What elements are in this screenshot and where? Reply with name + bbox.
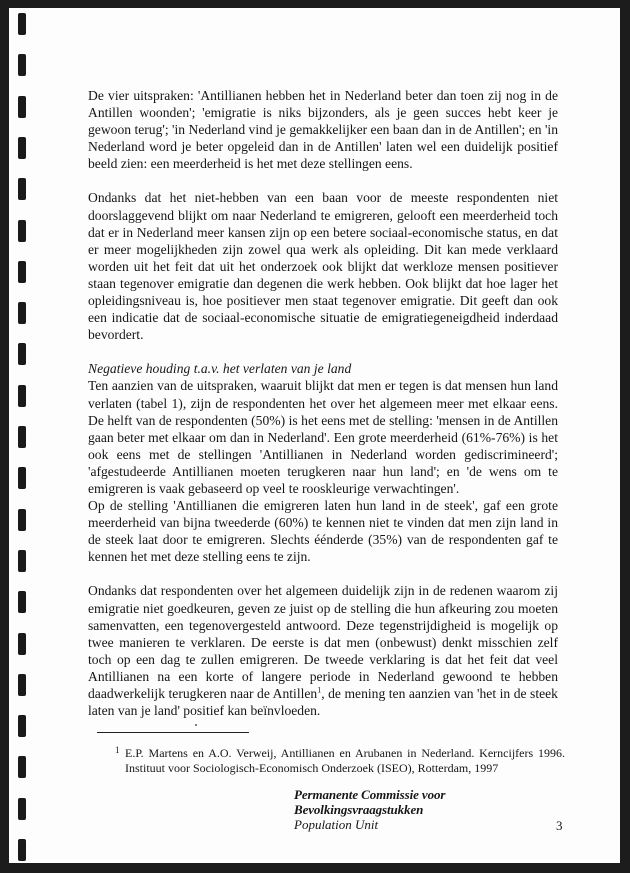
section-heading: Negatieve houding t.a.v. het verlaten van je land <box>88 361 352 377</box>
binding-hole <box>18 633 26 655</box>
binding-hole <box>18 467 26 489</box>
binding-hole <box>18 426 26 448</box>
scan-speck <box>195 724 197 726</box>
paragraph-socio-economic: Ondanks dat het niet-hebben van een baan voor de meeste respondenten niet doorslaggevend blijkt om naar Nederland te emigreren, gelooft een meerderheid toch dat er in Nederland meer kansen zijn op een betere sociaal-economische status, en dat er meer mogelijkheden zijn zowel qua werk als opleiding. Dit kan mede verklaard worden uit het feit dat uit het onderzoek ook blijkt dat werkloze mensen positiever staan tegenover emigratie dan degenen die werk hebben. Ook blijkt dat hoe lager het opleidingsniveau is, hoe positiever men staat tegenover emigratie. Dit geeft dan ook een indicatie dat de sociaal-economische situatie de emigratiegeneigdheid inderdaad bevordert. <box>88 190 558 343</box>
footer-organization: Permanente Commissie voor Bevolkingsvraagstukken <box>294 787 446 817</box>
footnote-separator <box>97 732 249 733</box>
binding-hole <box>18 261 26 283</box>
binding-hole <box>18 674 26 696</box>
body-text <box>88 87 558 719</box>
footnote-text: E.P. Martens en A.O. Verweij, Antillianen en Arubanen in Nederland. Kerncijfers 1996. Instituut voor Sociologisch-Economisch Onderzoek (ISEO), Rotterdam, 1997 <box>125 746 565 775</box>
binding-hole <box>18 385 26 407</box>
footnote-reference[interactable]: 1 <box>317 685 322 695</box>
binding-hole <box>18 13 26 35</box>
binding-hole <box>18 343 26 365</box>
binding-hole <box>18 54 26 76</box>
paragraph-statements: De vier uitspraken: 'Antillianen hebben het in Nederland beter dan toen zij nog in de Antillen woonden'; 'emigratie is niks bijzonders, als je geen succes hebt keer je gewoon terug'; 'in Nederland vind je gemakkelijker een baan dan in de Antillen'; en 'in Nederland word je beter opgeleid dan in de Antillen' laten wel een duidelijk positief beeld zien: een meerderheid is het met deze stellingen eens. <box>88 88 558 172</box>
binding-hole <box>18 550 26 572</box>
document-page <box>9 8 620 863</box>
binding-hole <box>18 302 26 324</box>
page-number: 3 <box>556 818 563 833</box>
closing-text-b: , de mening ten aanzien van 'het in de steek laten van je land' positief kan beïnvloeden. <box>88 686 558 719</box>
binding-hole <box>18 96 26 118</box>
footer-unit: Population Unit <box>294 817 379 832</box>
binding-hole <box>18 591 26 613</box>
binding-hole <box>18 220 26 242</box>
binding-hole <box>18 178 26 200</box>
paragraph-contradiction <box>88 582 558 719</box>
binding-hole <box>18 839 26 861</box>
paragraph-negative-attitude: Ten aanzien van de uitspraken, waaruit blijkt dat men er tegen is dat mensen hun land verlaten (tabel 1), zijn de respondenten het over het algemeen meer met elkaar eens. De helft van de respondenten (50%) is het eens met de stelling: 'mensen in de Antillen gaan beter met elkaar om dan in Nederland'. Een grote meerderheid (61%-76%) is het ook eens met de stellingen 'Antillianen in Nederland worden gediscrimineerd'; 'afgestudeerde Antillianen moeten terugkeren naar hun land'; en 'de wens om te emigreren is vaak gebaseerd op veel te rooskleurige verwachtingen'. <box>88 378 558 496</box>
binding-hole <box>18 756 26 778</box>
footnote-number: 1 <box>115 745 120 755</box>
closing-text-a: Ondanks dat respondenten over het algemeen duidelijk zijn in de redenen waarom zij emigratie niet goedkeuren, geven ze juist op de stelling die hun afkeuring zou moeten samenvatten, een tegenovergesteld antwoord. Deze tegenstrijdigheid is mogelijk op twee manieren te verklaren. De eerste is dat men (onbewust) denkt misschien zelf toch op een dag te zullen emigreren. De tweede verklaring is dat het feit dat veel Antillianen na een korte of langere periode in Nederland gewoond te hebben daadwerkelijk terugkeren naar de Antillen <box>88 583 558 701</box>
paragraph-leaving-country: Op de stelling 'Antillianen die emigreren laten hun land in de steek', gaf een grote meerderheid van bijna tweederde (60%) te kennen niet te vinden dat men zijn land in de steek laat door te emigreren. Slechts éénderde (35%) van de respondenten gaf te kennen het met deze stelling eens te zijn. <box>88 498 558 565</box>
page-footer <box>294 787 566 832</box>
footnote <box>115 745 565 775</box>
binding-holes <box>18 13 27 863</box>
binding-hole <box>18 798 26 820</box>
binding-hole <box>18 137 26 159</box>
binding-hole <box>18 715 26 737</box>
binding-hole <box>18 509 26 531</box>
